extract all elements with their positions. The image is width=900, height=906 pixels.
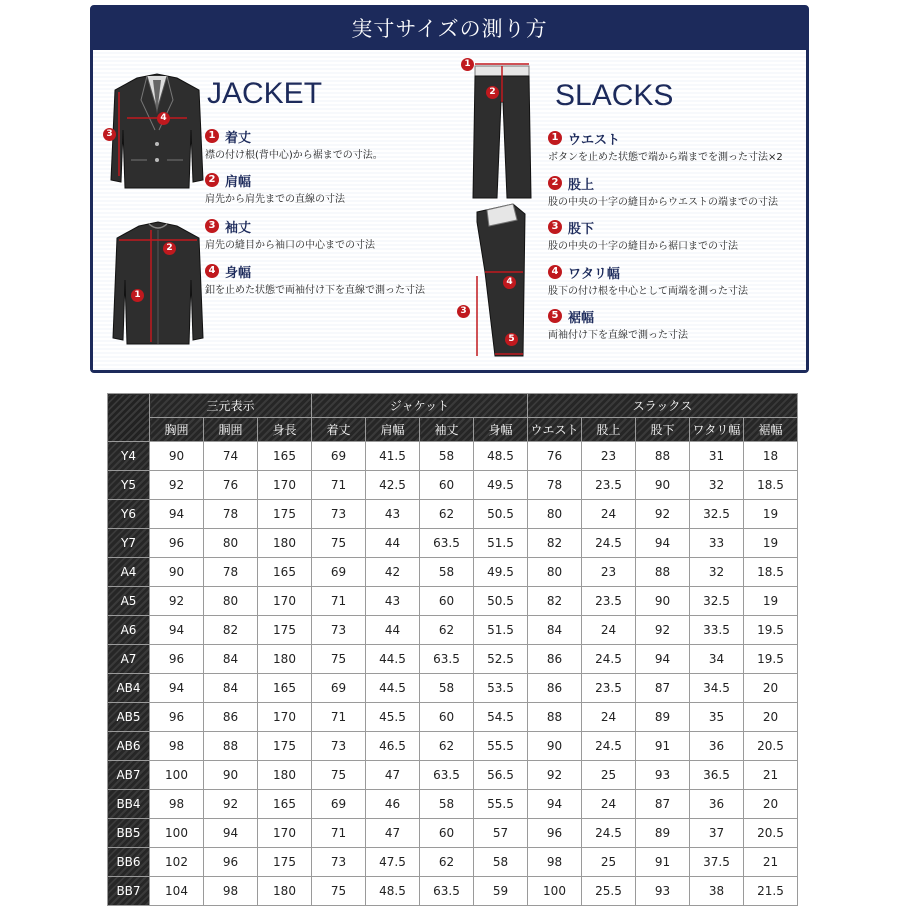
table-cell: 76 (204, 471, 258, 500)
table-cell: 36.5 (690, 761, 744, 790)
item-description: 肩先から肩先までの直線の寸法 (205, 194, 345, 205)
table-cell: 24.5 (582, 732, 636, 761)
table-row (108, 703, 798, 732)
table-cell: 42 (366, 558, 420, 587)
row-size-label: A5 (108, 587, 150, 616)
table-cell: 69 (312, 790, 366, 819)
table-cell: 62 (420, 732, 474, 761)
row-size-label: A7 (108, 645, 150, 674)
jacket-front-marker-3: 3 (103, 128, 116, 141)
table-cell: 18.5 (744, 471, 798, 500)
table-cell: 55.5 (474, 732, 528, 761)
table-cell: 86 (528, 645, 582, 674)
table-cell: 71 (312, 819, 366, 848)
item-description: ボタンを止めた状態で端から端までを測った寸法×2 (548, 152, 783, 163)
table-cell: 91 (636, 732, 690, 761)
table-cell: 24 (582, 500, 636, 529)
table-cell: 92 (528, 761, 582, 790)
table-cell: 165 (258, 442, 312, 471)
table-cell: 75 (312, 645, 366, 674)
item-heading: ワタリ幅 (568, 266, 620, 282)
column-header: 胴囲 (204, 418, 258, 442)
table-cell: 90 (204, 761, 258, 790)
column-header: 身幅 (474, 418, 528, 442)
table-cell: 43 (366, 500, 420, 529)
item-description: 釦を止めた状態で両袖付け下を直線で測った寸法 (205, 285, 425, 296)
slacks-side-marker-5: 5 (505, 333, 518, 346)
table-cell: 102 (150, 848, 204, 877)
table-cell: 94 (636, 645, 690, 674)
table-cell: 84 (204, 674, 258, 703)
slacks-item-3 (548, 218, 738, 252)
table-cell: 84 (528, 616, 582, 645)
table-cell: 50.5 (474, 500, 528, 529)
table-cell: 25 (582, 848, 636, 877)
table-body (108, 442, 798, 906)
table-cell: 20 (744, 790, 798, 819)
table-cell: 80 (528, 558, 582, 587)
table-cell: 53.5 (474, 674, 528, 703)
table-cell: 175 (258, 848, 312, 877)
number-badge: 1 (205, 129, 219, 143)
number-badge: 2 (548, 176, 562, 190)
table-cell: 32.5 (690, 500, 744, 529)
table-cell: 90 (150, 558, 204, 587)
table-cell: 96 (150, 645, 204, 674)
table-cell: 24.5 (582, 819, 636, 848)
table-cell: 100 (150, 819, 204, 848)
table-cell: 89 (636, 703, 690, 732)
table-cell: 170 (258, 819, 312, 848)
table-cell: 96 (150, 703, 204, 732)
slacks-title: SLACKS (555, 79, 674, 112)
table-cell: 76 (528, 442, 582, 471)
table-cell: 94 (150, 500, 204, 529)
slacks-front-marker-1: 1 (461, 58, 474, 71)
table-cell: 35 (690, 703, 744, 732)
item-heading: 身幅 (225, 265, 252, 281)
table-cell: 92 (150, 471, 204, 500)
row-size-label: AB4 (108, 674, 150, 703)
number-badge: 3 (205, 219, 219, 233)
table-cell: 86 (204, 703, 258, 732)
table-cell: 88 (636, 442, 690, 471)
table-cell: 94 (636, 529, 690, 558)
column-header: ワタリ幅 (690, 418, 744, 442)
table-cell: 44.5 (366, 674, 420, 703)
table-cell: 69 (312, 558, 366, 587)
table-cell: 88 (636, 558, 690, 587)
table-cell: 24 (582, 616, 636, 645)
row-size-label: BB4 (108, 790, 150, 819)
table-cell: 88 (528, 703, 582, 732)
slacks-item-5 (548, 307, 688, 341)
table-cell: 73 (312, 732, 366, 761)
table-row (108, 761, 798, 790)
slacks-front-illustration (467, 62, 537, 200)
measurement-guide (90, 5, 809, 373)
slacks-item-2 (548, 174, 778, 208)
column-header: 袖丈 (420, 418, 474, 442)
item-heading: 肩幅 (225, 174, 252, 190)
table-cell: 33 (690, 529, 744, 558)
group-header-slacks: スラックス (528, 394, 798, 418)
row-size-label: BB6 (108, 848, 150, 877)
table-cell: 82 (528, 587, 582, 616)
table-cell: 24.5 (582, 645, 636, 674)
table-cell: 96 (150, 529, 204, 558)
table-cell: 23 (582, 558, 636, 587)
column-header: 股上 (582, 418, 636, 442)
table-row (108, 848, 798, 877)
table-cell: 75 (312, 877, 366, 906)
row-size-label: A4 (108, 558, 150, 587)
table-cell: 94 (150, 616, 204, 645)
jacket-title: JACKET (207, 77, 323, 110)
table-cell: 23 (582, 442, 636, 471)
table-cell: 90 (528, 732, 582, 761)
table-cell: 37.5 (690, 848, 744, 877)
table-cell: 73 (312, 848, 366, 877)
table-cell: 18.5 (744, 558, 798, 587)
table-cell: 49.5 (474, 558, 528, 587)
table-cell: 69 (312, 442, 366, 471)
table-cell: 44.5 (366, 645, 420, 674)
table-cell: 33.5 (690, 616, 744, 645)
jacket-back-illustration (111, 218, 206, 348)
table-cell: 31 (690, 442, 744, 471)
table-cell: 84 (204, 645, 258, 674)
table-row (108, 616, 798, 645)
group-header-jacket: ジャケット (312, 394, 528, 418)
jacket-back-marker-2: 2 (163, 242, 176, 255)
table-cell: 60 (420, 819, 474, 848)
table-cell: 82 (204, 616, 258, 645)
table-cell: 48.5 (474, 442, 528, 471)
row-size-label: BB5 (108, 819, 150, 848)
slacks-side-marker-3: 3 (457, 305, 470, 318)
table-cell: 78 (204, 558, 258, 587)
row-size-label: AB7 (108, 761, 150, 790)
table-cell: 23.5 (582, 587, 636, 616)
table-cell: 41.5 (366, 442, 420, 471)
table-cell: 60 (420, 471, 474, 500)
table-cell: 88 (204, 732, 258, 761)
table-cell: 37 (690, 819, 744, 848)
column-header: 着丈 (312, 418, 366, 442)
slacks-item-4 (548, 263, 748, 297)
table-row (108, 790, 798, 819)
table-cell: 46.5 (366, 732, 420, 761)
table-cell: 60 (420, 703, 474, 732)
table-cell: 165 (258, 558, 312, 587)
table-cell: 18 (744, 442, 798, 471)
table-cell: 44 (366, 616, 420, 645)
table-cell: 87 (636, 790, 690, 819)
table-cell: 45.5 (366, 703, 420, 732)
table-cell: 98 (204, 877, 258, 906)
table-cell: 62 (420, 500, 474, 529)
slacks-item-1 (548, 129, 783, 163)
table-cell: 21 (744, 848, 798, 877)
item-heading: 股下 (568, 221, 595, 237)
item-description: 股の中央の十字の縫目から裾口までの寸法 (548, 241, 738, 252)
table-cell: 24.5 (582, 529, 636, 558)
number-badge: 4 (548, 265, 562, 279)
column-header: 身長 (258, 418, 312, 442)
table-cell: 78 (528, 471, 582, 500)
table-corner (108, 394, 150, 442)
table-cell: 34 (690, 645, 744, 674)
table-cell: 21.5 (744, 877, 798, 906)
table-cell: 51.5 (474, 616, 528, 645)
table-cell: 36 (690, 790, 744, 819)
table-cell: 93 (636, 877, 690, 906)
table-cell: 62 (420, 616, 474, 645)
table-row (108, 587, 798, 616)
table-cell: 98 (150, 790, 204, 819)
item-heading: 袖丈 (225, 220, 252, 236)
table-cell: 98 (150, 732, 204, 761)
item-heading: ウエスト (568, 132, 621, 148)
table-cell: 170 (258, 703, 312, 732)
table-cell: 71 (312, 471, 366, 500)
table-cell: 100 (150, 761, 204, 790)
table-cell: 165 (258, 790, 312, 819)
table-cell: 42.5 (366, 471, 420, 500)
table-row (108, 558, 798, 587)
table-cell: 80 (204, 529, 258, 558)
table-cell: 92 (636, 616, 690, 645)
jacket-item-4 (205, 262, 425, 296)
table-cell: 46 (366, 790, 420, 819)
table-cell: 60 (420, 587, 474, 616)
row-size-label: Y5 (108, 471, 150, 500)
number-badge: 2 (205, 173, 219, 187)
table-cell: 36 (690, 732, 744, 761)
table-cell: 71 (312, 587, 366, 616)
item-description: 股下の付け根を中心として両端を測った寸法 (548, 286, 748, 297)
table-cell: 25 (582, 761, 636, 790)
table-cell: 63.5 (420, 529, 474, 558)
table-cell: 63.5 (420, 645, 474, 674)
table-cell: 170 (258, 471, 312, 500)
table-cell: 63.5 (420, 761, 474, 790)
jacket-front-illustration (107, 70, 207, 195)
slacks-side-marker-4: 4 (503, 276, 516, 289)
table-cell: 80 (204, 587, 258, 616)
table-cell: 73 (312, 616, 366, 645)
row-size-label: Y7 (108, 529, 150, 558)
guide-title: 実寸サイズの測り方 (93, 8, 806, 50)
table-cell: 23.5 (582, 471, 636, 500)
column-header: 胸囲 (150, 418, 204, 442)
row-size-label: AB6 (108, 732, 150, 761)
table-cell: 94 (528, 790, 582, 819)
table-cell: 98 (528, 848, 582, 877)
table-cell: 175 (258, 732, 312, 761)
row-size-label: A6 (108, 616, 150, 645)
table-cell: 94 (150, 674, 204, 703)
table-cell: 49.5 (474, 471, 528, 500)
table-cell: 180 (258, 529, 312, 558)
table-cell: 175 (258, 616, 312, 645)
number-badge: 3 (548, 220, 562, 234)
table-cell: 44 (366, 529, 420, 558)
table-cell: 24 (582, 703, 636, 732)
table-cell: 58 (420, 558, 474, 587)
table-cell: 47.5 (366, 848, 420, 877)
table-cell: 20.5 (744, 819, 798, 848)
table-cell: 19 (744, 529, 798, 558)
number-badge: 5 (548, 309, 562, 323)
table-cell: 21 (744, 761, 798, 790)
item-heading: 着丈 (225, 130, 252, 146)
slacks-front-marker-2: 2 (486, 86, 499, 99)
jacket-item-2 (205, 171, 345, 205)
item-heading: 裾幅 (568, 310, 595, 326)
table-cell: 23.5 (582, 674, 636, 703)
size-table (107, 393, 798, 906)
table-cell: 57 (474, 819, 528, 848)
table-cell: 180 (258, 761, 312, 790)
row-size-label: AB5 (108, 703, 150, 732)
table-row (108, 500, 798, 529)
table-cell: 58 (474, 848, 528, 877)
table-cell: 58 (420, 790, 474, 819)
table-row (108, 442, 798, 471)
group-header-row (108, 394, 798, 418)
table-cell: 94 (204, 819, 258, 848)
table-cell: 54.5 (474, 703, 528, 732)
item-description: 両袖付け下を直線で測った寸法 (548, 330, 688, 341)
table-cell: 74 (204, 442, 258, 471)
group-header-body: 三元表示 (150, 394, 312, 418)
jacket-front-marker-4: 4 (157, 112, 170, 125)
table-cell: 25.5 (582, 877, 636, 906)
table-cell: 180 (258, 877, 312, 906)
table-cell: 96 (204, 848, 258, 877)
table-cell: 180 (258, 645, 312, 674)
table-cell: 32 (690, 471, 744, 500)
table-cell: 19.5 (744, 616, 798, 645)
table-cell: 80 (528, 500, 582, 529)
table-row (108, 674, 798, 703)
table-cell: 104 (150, 877, 204, 906)
table-cell: 59 (474, 877, 528, 906)
column-header: 肩幅 (366, 418, 420, 442)
table-cell: 89 (636, 819, 690, 848)
table-cell: 19 (744, 587, 798, 616)
row-size-label: Y6 (108, 500, 150, 529)
column-header: ウエスト (528, 418, 582, 442)
number-badge: 4 (205, 264, 219, 278)
table-cell: 92 (204, 790, 258, 819)
table-cell: 90 (636, 587, 690, 616)
table-cell: 71 (312, 703, 366, 732)
table-cell: 78 (204, 500, 258, 529)
table-cell: 75 (312, 761, 366, 790)
table-cell: 51.5 (474, 529, 528, 558)
table-cell: 100 (528, 877, 582, 906)
table-cell: 82 (528, 529, 582, 558)
table-cell: 34.5 (690, 674, 744, 703)
table-cell: 43 (366, 587, 420, 616)
table-cell: 92 (150, 587, 204, 616)
guide-body (93, 50, 806, 370)
table-cell: 32.5 (690, 587, 744, 616)
table-cell: 38 (690, 877, 744, 906)
table-cell: 175 (258, 500, 312, 529)
table-cell: 69 (312, 674, 366, 703)
item-description: 襟の付け根(背中心)から裾までの寸法。 (205, 150, 383, 161)
table-row (108, 877, 798, 906)
table-cell: 90 (150, 442, 204, 471)
table-cell: 170 (258, 587, 312, 616)
jacket-item-1 (205, 127, 383, 161)
table-cell: 24 (582, 790, 636, 819)
table-cell: 47 (366, 761, 420, 790)
column-header: 股下 (636, 418, 690, 442)
table-row (108, 645, 798, 674)
table-cell: 90 (636, 471, 690, 500)
table-cell: 19.5 (744, 645, 798, 674)
table-cell: 48.5 (366, 877, 420, 906)
table-cell: 75 (312, 529, 366, 558)
table-cell: 50.5 (474, 587, 528, 616)
table-row (108, 471, 798, 500)
table-cell: 93 (636, 761, 690, 790)
table-cell: 32 (690, 558, 744, 587)
table-row (108, 819, 798, 848)
jacket-back-marker-1: 1 (131, 289, 144, 302)
column-header-row (108, 418, 798, 442)
table-cell: 165 (258, 674, 312, 703)
table-cell: 62 (420, 848, 474, 877)
item-heading: 股上 (568, 177, 595, 193)
table-cell: 63.5 (420, 877, 474, 906)
table-cell: 20.5 (744, 732, 798, 761)
table-cell: 58 (420, 674, 474, 703)
row-size-label: BB7 (108, 877, 150, 906)
table-row (108, 529, 798, 558)
table-cell: 92 (636, 500, 690, 529)
table-cell: 91 (636, 848, 690, 877)
table-cell: 96 (528, 819, 582, 848)
table-cell: 20 (744, 674, 798, 703)
table-cell: 56.5 (474, 761, 528, 790)
table-cell: 58 (420, 442, 474, 471)
table-cell: 86 (528, 674, 582, 703)
item-description: 股の中央の十字の縫目からウエストの端までの寸法 (548, 197, 778, 208)
table-cell: 19 (744, 500, 798, 529)
item-description: 肩先の縫目から袖口の中心までの寸法 (205, 240, 375, 251)
table-cell: 73 (312, 500, 366, 529)
table-cell: 20 (744, 703, 798, 732)
number-badge: 1 (548, 131, 562, 145)
table-cell: 52.5 (474, 645, 528, 674)
table-cell: 47 (366, 819, 420, 848)
jacket-item-3 (205, 217, 375, 251)
table-cell: 55.5 (474, 790, 528, 819)
table-cell: 87 (636, 674, 690, 703)
row-size-label: Y4 (108, 442, 150, 471)
column-header: 裾幅 (744, 418, 798, 442)
table-row (108, 732, 798, 761)
